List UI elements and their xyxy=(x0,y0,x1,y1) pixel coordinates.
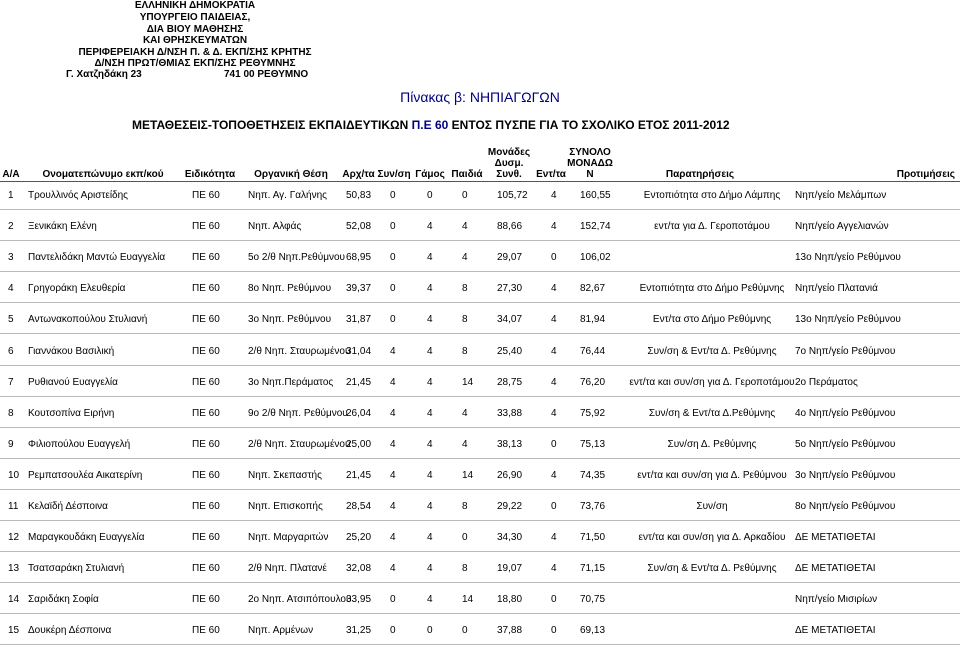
cell-name: Μαραγκουδάκη Ευαγγελία xyxy=(28,532,145,544)
cell-aa: 12 xyxy=(8,532,20,544)
cell-total: 160,55 xyxy=(580,190,611,201)
cell-paidia: 0 xyxy=(462,190,468,201)
cell-aa: 11 xyxy=(8,501,19,512)
cell-monades: 34,30 xyxy=(497,532,523,544)
cell-monades: 105,72 xyxy=(497,190,528,201)
cell-notes: Εντοπιότητα στο Δήμο Λάμπης xyxy=(643,190,781,201)
cell-syn: 0 xyxy=(390,314,396,326)
cell-org: 2/θ Νηπ. Σταυρωμένου xyxy=(248,438,351,450)
letterhead-line: ΥΠΟΥΡΓΕΙΟ ΠΑΙΔΕΙΑΣ, xyxy=(139,12,251,23)
cell-notes: εντ/τα και συν/ση για Δ. Γεροποτάμου xyxy=(629,376,795,388)
cell-gamos: 4 xyxy=(427,594,433,606)
cell-notes: Εντ/τα στο Δήμο Ρεθύμνης xyxy=(652,314,772,326)
cell-org: 3ο Νηπ. Ρεθύμνου xyxy=(248,314,332,326)
cell-aa: 1 xyxy=(8,190,14,201)
cell-name: Ξενικάκη Ελένη xyxy=(28,221,97,233)
cell-arx: 25,00 xyxy=(346,438,372,450)
cell-name: Σαριδάκη Σοφία xyxy=(28,594,99,606)
cell-org: Νηπ. Μαργαριτών xyxy=(248,532,329,544)
cell-total: 71,50 xyxy=(580,532,606,544)
row-divider xyxy=(0,240,960,241)
row-divider xyxy=(0,365,960,366)
col-notes: Παρατηρήσεις xyxy=(665,169,735,180)
cell-prefs: Νηπ/γείο Μελάμπων xyxy=(795,190,887,201)
letterhead-line: ΠΕΡΙΦΕΡΕΙΑΚΗ Δ/ΝΣΗ Π. & Δ. ΕΚΠ/ΣΗΣ ΚΡΗΤΗΣ xyxy=(78,47,312,58)
cell-spec: ΠΕ 60 xyxy=(192,563,220,575)
cell-notes: Συν/ση xyxy=(696,501,728,512)
cell-paidia: 8 xyxy=(462,501,468,512)
letterhead-line: ΔΙΑ ΒΙΟΥ ΜΑΘΗΣΗΣ xyxy=(146,24,244,35)
cell-org: 2/θ Νηπ. Πλατανέ xyxy=(248,563,327,575)
cell-org: Νηπ. Αρμένων xyxy=(248,625,314,637)
table-row xyxy=(0,470,960,484)
cell-arx: 33,95 xyxy=(346,594,372,606)
cell-prefs: Νηπ/γείο Αγγελιανών xyxy=(795,221,889,233)
cell-monades: 37,88 xyxy=(497,625,523,637)
cell-prefs: 3ο Νηπ/γείο Ρεθύμνου xyxy=(795,469,896,481)
cell-name: Κουτσοπίνα Ειρήνη xyxy=(28,407,115,419)
cell-arx: 50,83 xyxy=(346,190,372,201)
address-street: Γ. Χατζηδάκη 23 xyxy=(66,69,142,80)
cell-aa: 3 xyxy=(8,252,14,264)
cell-name: Γρηγοράκη Ελευθερία xyxy=(28,283,126,295)
cell-arx: 31,04 xyxy=(346,345,372,357)
cell-syn: 4 xyxy=(390,438,396,450)
cell-spec: ΠΕ 60 xyxy=(192,345,220,357)
cell-gamos: 4 xyxy=(427,252,433,264)
cell-gamos: 4 xyxy=(427,407,433,419)
cell-entopia: 4 xyxy=(551,190,557,201)
cell-name: Δουκέρη Δέσποινα xyxy=(28,625,112,637)
cell-name: Παντελιδάκη Μαντώ Ευαγγελία xyxy=(28,252,166,264)
header-divider xyxy=(0,181,960,182)
cell-monades: 29,22 xyxy=(497,501,523,512)
row-divider xyxy=(0,271,960,272)
cell-arx: 31,87 xyxy=(346,314,372,326)
cell-arx: 68,95 xyxy=(346,252,372,264)
cell-name: Ρυθιανού Ευαγγελία xyxy=(28,376,118,388)
cell-aa: 2 xyxy=(8,221,14,233)
cell-gamos: 4 xyxy=(427,532,433,544)
cell-org: Νηπ. Επισκοπής xyxy=(248,501,323,512)
table-row xyxy=(0,346,960,360)
cell-syn: 4 xyxy=(390,407,396,419)
cell-spec: ΠΕ 60 xyxy=(192,252,220,264)
cell-paidia: 8 xyxy=(462,283,468,295)
cell-syn: 0 xyxy=(390,594,396,606)
cell-arx: 21,45 xyxy=(346,469,372,481)
cell-paidia: 4 xyxy=(462,407,468,419)
cell-org: 8ο Νηπ. Ρεθύμνου xyxy=(248,283,332,295)
col-monades-line: Δυσμ. xyxy=(494,158,524,169)
col-organic: Οργανική Θέση xyxy=(254,169,328,180)
cell-notes: Συν/ση Δ. Ρεθύμνης xyxy=(667,438,757,450)
cell-total: 73,76 xyxy=(580,501,606,512)
cell-monades: 26,90 xyxy=(497,469,523,481)
cell-monades: 38,13 xyxy=(497,438,523,450)
cell-entopia: 0 xyxy=(551,625,557,637)
cell-name: Κελαϊδή Δέσποινα xyxy=(28,501,108,512)
table-row xyxy=(0,501,960,515)
cell-spec: ΠΕ 60 xyxy=(192,625,220,637)
cell-syn: 4 xyxy=(390,563,396,575)
row-divider xyxy=(0,582,960,583)
cell-gamos: 4 xyxy=(427,438,433,450)
cell-aa: 6 xyxy=(8,345,14,357)
cell-monades: 27,30 xyxy=(497,283,523,295)
cell-aa: 9 xyxy=(8,438,14,450)
col-paidia: Παιδιά xyxy=(451,169,483,180)
cell-aa: 14 xyxy=(8,594,20,606)
cell-arx: 32,08 xyxy=(346,563,372,575)
cell-entopia: 4 xyxy=(551,376,557,388)
cell-prefs: ΔΕ ΜΕΤΑΤΙΘΕΤΑΙ xyxy=(795,532,876,544)
cell-aa: 4 xyxy=(8,283,14,295)
cell-arx: 39,37 xyxy=(346,283,372,295)
letterhead-line: ΚΑΙ ΘΡΗΣΚΕΥΜΑΤΩΝ xyxy=(142,35,248,46)
cell-org: 3ο Νηπ.Περάματος xyxy=(248,376,334,388)
cell-monades: 34,07 xyxy=(497,314,523,326)
cell-arx: 52,08 xyxy=(346,221,372,233)
cell-syn: 0 xyxy=(390,283,396,295)
row-divider xyxy=(0,520,960,521)
cell-total: 69,13 xyxy=(580,625,606,637)
cell-org: 2ο Νηπ. Ατσιπόπουλου xyxy=(248,594,352,606)
cell-monades: 25,40 xyxy=(497,345,523,357)
cell-prefs: 8ο Νηπ/γείο Ρεθύμνου xyxy=(795,501,896,512)
cell-syn: 4 xyxy=(390,376,396,388)
cell-monades: 28,75 xyxy=(497,376,523,388)
col-preferences: Προτιμήσεις xyxy=(896,169,955,180)
table-row xyxy=(0,283,960,297)
table-row xyxy=(0,314,960,328)
cell-aa: 13 xyxy=(8,563,20,575)
cell-aa: 8 xyxy=(8,407,14,419)
cell-paidia: 8 xyxy=(462,314,468,326)
cell-arx: 21,45 xyxy=(346,376,372,388)
cell-total: 81,94 xyxy=(580,314,606,326)
subtitle-highlight: Π.Ε 60 xyxy=(411,118,449,132)
cell-prefs: Νηπ/γείο Μισιρίων xyxy=(795,594,878,606)
col-total-line: Ν xyxy=(586,169,594,180)
cell-total: 70,75 xyxy=(580,594,606,606)
subtitle-text: ΜΕΤΑΘΕΣΕΙΣ-ΤΟΠΟΘΕΤΗΣΕΙΣ ΕΚΠΑΙΔΕΥΤΙΚΩΝ xyxy=(132,118,412,132)
cell-syn: 4 xyxy=(390,532,396,544)
cell-paidia: 0 xyxy=(462,532,468,544)
cell-entopia: 4 xyxy=(551,345,557,357)
cell-name: Φιλιοπούλου Ευαγγελή xyxy=(28,438,131,450)
cell-name: Γιαννάκου Βασιλική xyxy=(28,345,115,357)
cell-syn: 4 xyxy=(390,345,396,357)
cell-aa: 10 xyxy=(8,469,20,481)
address-city: 741 00 ΡΕΘΥΜΝΟ xyxy=(224,69,309,80)
cell-paidia: 4 xyxy=(462,221,468,233)
cell-spec: ΠΕ 60 xyxy=(192,407,220,419)
cell-spec: ΠΕ 60 xyxy=(192,314,220,326)
cell-total: 74,35 xyxy=(580,469,606,481)
cell-notes: Συν/ση & Εντ/τα Δ. Ρεθύμνης xyxy=(647,345,777,357)
cell-paidia: 0 xyxy=(462,625,468,637)
col-total xyxy=(563,147,617,180)
cell-prefs: ΔΕ ΜΕΤΑΤΙΘΕΤΑΙ xyxy=(795,625,876,637)
cell-syn: 0 xyxy=(390,252,396,264)
cell-notes: εντ/τα και συν/ση για Δ. Αρκαδίου xyxy=(638,532,786,544)
cell-syn: 4 xyxy=(390,501,396,512)
cell-org: 2/θ Νηπ. Σταυρωμένου xyxy=(248,345,351,357)
cell-total: 76,44 xyxy=(580,345,606,357)
cell-aa: 15 xyxy=(8,625,20,637)
cell-prefs: Νηπ/γείο Πλατανιά xyxy=(795,283,878,295)
subtitle-text: ΕΝΤΟΣ ΠΥΣΠΕ ΓΙΑ ΤΟ ΣΧΟΛΙΚΟ ΕΤΟΣ 2011-2012 xyxy=(448,118,730,132)
cell-entopia: 0 xyxy=(551,252,557,264)
cell-entopia: 4 xyxy=(551,532,557,544)
cell-aa: 7 xyxy=(8,376,14,388)
cell-paidia: 4 xyxy=(462,438,468,450)
table-row xyxy=(0,563,960,577)
cell-prefs: 5ο Νηπ/γείο Ρεθύμνου xyxy=(795,438,896,450)
cell-monades: 29,07 xyxy=(497,252,523,264)
cell-paidia: 8 xyxy=(462,563,468,575)
cell-arx: 31,25 xyxy=(346,625,372,637)
cell-org: 5ο 2/θ Νηπ.Ρεθύμνου xyxy=(248,252,345,264)
cell-total: 152,74 xyxy=(580,221,611,233)
cell-total: 106,02 xyxy=(580,252,611,264)
cell-total: 82,67 xyxy=(580,283,606,295)
cell-arx: 26,04 xyxy=(346,407,372,419)
cell-entopia: 0 xyxy=(551,501,557,512)
cell-entopia: 4 xyxy=(551,563,557,575)
table-row xyxy=(0,439,960,453)
cell-paidia: 14 xyxy=(462,376,474,388)
cell-entopia: 4 xyxy=(551,221,557,233)
table-row xyxy=(0,408,960,422)
row-divider xyxy=(0,551,960,552)
cell-syn: 0 xyxy=(390,221,396,233)
cell-entopia: 4 xyxy=(551,283,557,295)
table-row xyxy=(0,221,960,235)
table-subtitle xyxy=(132,118,730,132)
cell-arx: 25,20 xyxy=(346,532,372,544)
table-title: Πίνακας β: ΝΗΠΙΑΓΩΓΩΝ xyxy=(400,89,560,105)
row-divider xyxy=(0,302,960,303)
cell-prefs: ΔΕ ΜΕΤΑΤΙΘΕΤΑΙ xyxy=(795,563,876,575)
cell-gamos: 4 xyxy=(427,314,433,326)
cell-arx: 28,54 xyxy=(346,501,372,512)
cell-gamos: 0 xyxy=(427,625,433,637)
row-divider xyxy=(0,613,960,614)
cell-prefs: 4ο Νηπ/γείο Ρεθύμνου xyxy=(795,407,896,419)
cell-entopia: 4 xyxy=(551,314,557,326)
cell-spec: ΠΕ 60 xyxy=(192,594,220,606)
cell-gamos: 4 xyxy=(427,376,433,388)
cell-paidia: 8 xyxy=(462,345,468,357)
cell-prefs: 2ο Περάματος xyxy=(795,376,858,388)
cell-syn: 4 xyxy=(390,469,396,481)
col-entopia: Εντ/τα xyxy=(536,169,566,180)
cell-spec: ΠΕ 60 xyxy=(192,221,220,233)
cell-gamos: 4 xyxy=(427,283,433,295)
row-divider xyxy=(0,427,960,428)
cell-total: 76,20 xyxy=(580,376,606,388)
table-row xyxy=(0,532,960,546)
row-divider xyxy=(0,489,960,490)
table-row xyxy=(0,377,960,391)
cell-gamos: 0 xyxy=(427,190,433,201)
cell-syn: 0 xyxy=(390,625,396,637)
cell-gamos: 4 xyxy=(427,345,433,357)
cell-name: Ρεμπατσουλέα Αικατερίνη xyxy=(28,469,143,481)
cell-gamos: 4 xyxy=(427,563,433,575)
cell-monades: 18,80 xyxy=(497,594,523,606)
cell-paidia: 4 xyxy=(462,252,468,264)
cell-gamos: 4 xyxy=(427,469,433,481)
table-row xyxy=(0,252,960,266)
table-row xyxy=(0,625,960,639)
cell-spec: ΠΕ 60 xyxy=(192,376,220,388)
cell-monades: 33,88 xyxy=(497,407,523,419)
table-row xyxy=(0,594,960,608)
cell-monades: 88,66 xyxy=(497,221,523,233)
cell-spec: ΠΕ 60 xyxy=(192,438,220,450)
cell-paidia: 14 xyxy=(462,594,474,606)
col-total-line: ΜΟΝΑΔΩ xyxy=(567,158,613,169)
cell-syn: 0 xyxy=(390,190,396,201)
cell-prefs: 13ο Νηπ/γείο Ρεθύμνου xyxy=(795,252,901,264)
cell-notes: Συν/ση & Εντ/τα Δ.Ρεθύμνης xyxy=(648,407,776,419)
col-gamos: Γάμος xyxy=(415,169,445,180)
letterhead-line: Δ/ΝΣΗ ΠΡΩΤ/ΘΜΙΑΣ ΕΚΠ/ΣΗΣ ΡΕΘΥΜΝΗΣ xyxy=(94,58,296,69)
col-aa: Α/Α xyxy=(2,169,20,180)
cell-prefs: 13ο Νηπ/γείο Ρεθύμνου xyxy=(795,314,901,326)
col-total-line: ΣΥΝΟΛΟ xyxy=(569,147,611,158)
row-divider xyxy=(0,333,960,334)
cell-notes: Συν/ση & Εντ/τα Δ. Ρεθύμνης xyxy=(647,563,777,575)
cell-gamos: 4 xyxy=(427,221,433,233)
cell-name: Αντωνακοπούλου Στυλιανή xyxy=(28,314,148,326)
row-divider xyxy=(0,209,960,210)
col-syn: Συν/ση xyxy=(377,169,411,180)
letterhead-line: ΕΛΛΗΝΙΚΗ ΔΗΜΟΚΡΑΤΙΑ xyxy=(134,0,256,11)
cell-name: Τρουλλινός Αριστείδης xyxy=(28,190,128,201)
col-monades-line: Συνθ. xyxy=(496,169,522,180)
cell-spec: ΠΕ 60 xyxy=(192,190,220,201)
col-monades xyxy=(487,147,531,180)
cell-entopia: 0 xyxy=(551,438,557,450)
cell-org: Νηπ. Αγ. Γαλήνης xyxy=(248,190,327,201)
cell-spec: ΠΕ 60 xyxy=(192,501,220,512)
cell-prefs: 7ο Νηπ/γείο Ρεθύμνου xyxy=(795,345,896,357)
cell-aa: 5 xyxy=(8,314,14,326)
cell-paidia: 14 xyxy=(462,469,474,481)
col-name: Ονοματεπώνυμο εκπ/κού xyxy=(42,169,164,180)
row-divider xyxy=(0,458,960,459)
cell-total: 71,15 xyxy=(580,563,606,575)
table-row xyxy=(0,190,960,204)
row-divider xyxy=(0,396,960,397)
cell-org: Νηπ. Σκεπαστής xyxy=(248,469,322,481)
cell-notes: Εντοπιότητα στο Δήμο Ρεθύμνης xyxy=(639,283,785,295)
cell-total: 75,92 xyxy=(580,407,606,419)
cell-entopia: 4 xyxy=(551,469,557,481)
cell-total: 75,13 xyxy=(580,438,606,450)
cell-notes: εντ/τα για Δ. Γεροποτάμου xyxy=(654,221,770,233)
cell-gamos: 4 xyxy=(427,501,433,512)
col-arx: Αρχ/τα xyxy=(342,169,375,180)
cell-name: Τσατσαράκη Στυλιανή xyxy=(28,563,125,575)
cell-spec: ΠΕ 60 xyxy=(192,469,220,481)
cell-entopia: 4 xyxy=(551,407,557,419)
cell-org: 9ο 2/θ Νηπ. Ρεθύμνου xyxy=(248,407,348,419)
cell-spec: ΠΕ 60 xyxy=(192,283,220,295)
col-monades-line: Μονάδες xyxy=(487,147,531,158)
cell-spec: ΠΕ 60 xyxy=(192,532,220,544)
cell-entopia: 0 xyxy=(551,594,557,606)
cell-notes: εντ/τα και συν/ση για Δ. Ρεθύμνου xyxy=(637,469,787,481)
col-specialty: Ειδικότητα xyxy=(184,169,236,180)
cell-org: Νηπ. Αλφάς xyxy=(248,221,302,233)
cell-monades: 19,07 xyxy=(497,563,523,575)
